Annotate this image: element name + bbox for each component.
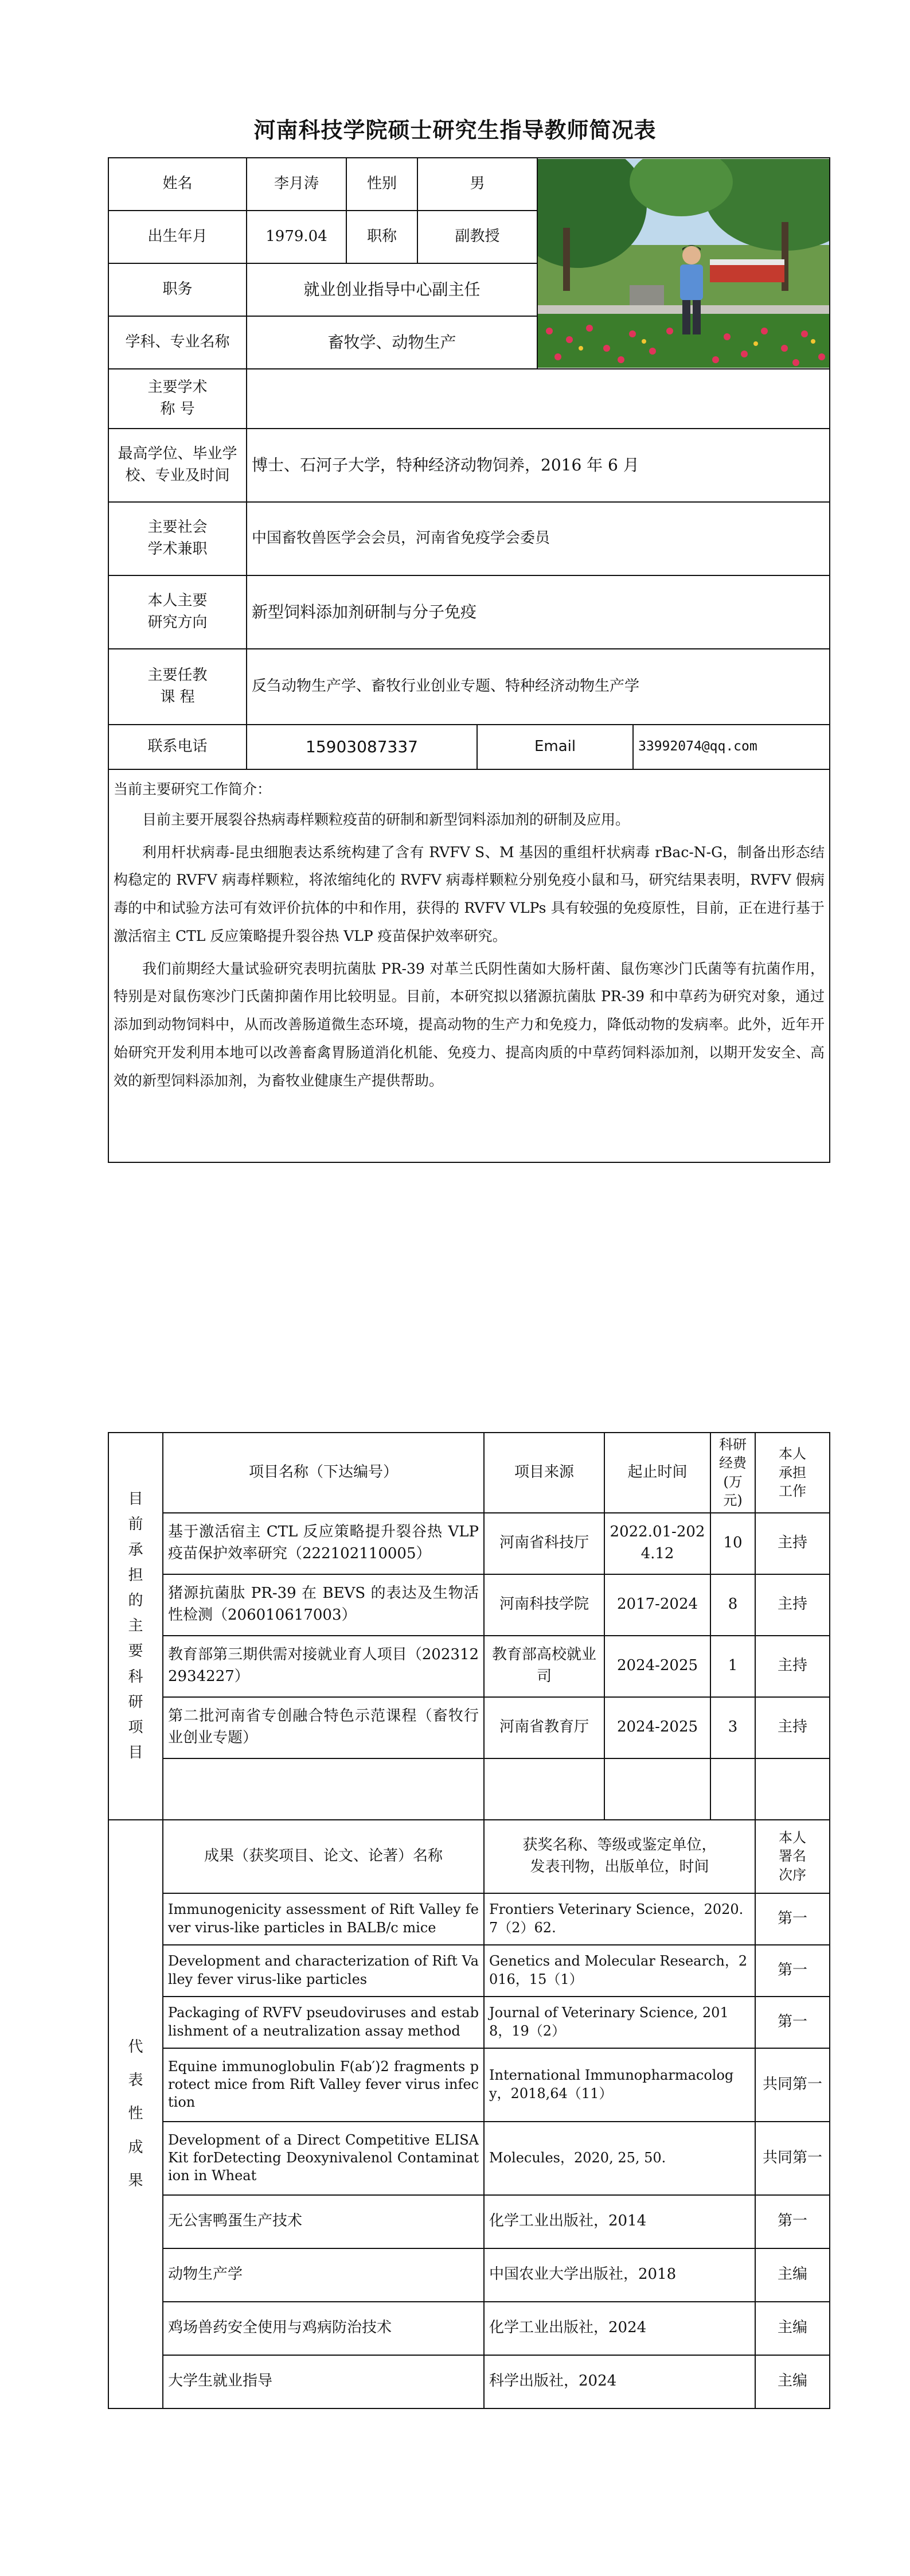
projects-label-char: 的	[128, 1592, 143, 1609]
project-name: 第二批河南省专创融合特色示范课程（畜牧行业创业专题）	[163, 1697, 484, 1758]
projects-header-role	[755, 1433, 830, 1513]
achievements-header-order	[755, 1820, 830, 1893]
project-period: 2017-2024	[604, 1574, 710, 1636]
project-funding: 8	[710, 1574, 755, 1636]
projects-label-char: 要	[128, 1643, 143, 1660]
research-intro	[108, 769, 830, 1162]
projects-header-role-line: 工作	[779, 1482, 807, 1499]
achievement-row	[108, 2302, 830, 2355]
project-name: 基于激活宿主 CTL 反应策略提升裂谷热 VLP 疫苗保护效率研究（222102110005）	[163, 1513, 484, 1574]
achievement-row	[108, 1997, 830, 2048]
achievements-label-char: 果	[128, 2172, 143, 2189]
project-period: 2024-2025	[604, 1697, 710, 1758]
project-name: 猪源抗菌肽 PR-39 在 BEVS 的表达及生物活性检测（206010617003）	[163, 1574, 484, 1636]
academic-title-label-line1: 主要学术	[147, 379, 208, 396]
projects-label-char: 主	[128, 1617, 143, 1635]
email-value: 33992074@qq.com	[633, 725, 830, 769]
project-source: 河南科技学院	[484, 1574, 604, 1636]
achievement-row	[108, 2122, 830, 2195]
position-value: 就业创业指导中心副主任	[247, 263, 537, 316]
project-funding: 1	[710, 1636, 755, 1697]
rank-label: 职称	[346, 211, 417, 263]
project-funding: 3	[710, 1697, 755, 1758]
research-label-line1: 本人主要	[147, 592, 208, 610]
academic-title-value	[247, 369, 830, 429]
achievement-row	[108, 2248, 830, 2302]
achievement-name: 大学生就业指导	[163, 2355, 484, 2408]
achievement-order: 第一	[755, 1997, 830, 2048]
achievements-section-label	[108, 1820, 163, 2408]
phone-value: 15903087337	[247, 725, 477, 769]
phone-label: 联系电话	[108, 725, 247, 769]
courses-label-line1: 主要任教	[147, 667, 208, 684]
project-period: 2022.01-2024.12	[604, 1513, 710, 1574]
academic-title-label-line2: 称 号	[160, 400, 195, 418]
achievement-name: Immunogenicity assessment of Rift Valley fever virus-like particles in BALB/c mice	[163, 1893, 484, 1945]
projects-label-char: 项	[128, 1718, 143, 1736]
research-intro-paragraph: 我们前期经大量试验研究表明抗菌肽 PR-39 对革兰氏阴性菌如大肠杆菌、鼠伤寒沙门氏菌等有抗菌作用，特别是对鼠伤寒沙门氏菌抑菌作用比较明显。目前，本研究拟以猪源抗菌肽 PR-39 和中草药为研究对象，通过添加到动物饲料中，从而改善肠道微生态环境，提高动物的生产力和免疫力，降低动物的发病率。此外，近年开始研究开发利用本地可以改善畜禽胃肠道消化机能、免疫力、提高肉质的中草药饲料添加剂，以期开发安全、高效的新型饲料添加剂，为畜牧业健康生产提供帮助。	[114, 960, 825, 1089]
achievement-order: 第一	[755, 2195, 830, 2248]
position-label: 职务	[108, 263, 247, 316]
project-role: 主持	[755, 1636, 830, 1697]
education-label-line1: 最高学位、毕业学	[118, 445, 237, 463]
project-source: 教育部高校就业司	[484, 1636, 604, 1697]
project-role-empty	[755, 1758, 830, 1820]
project-funding-empty	[710, 1758, 755, 1820]
project-source-empty	[484, 1758, 604, 1820]
achievement-venue: 科学出版社，2024	[484, 2355, 755, 2408]
achievement-order: 共同第一	[755, 2122, 830, 2195]
projects-header-funding	[710, 1433, 755, 1513]
achievements-header-order-line: 本人	[779, 1829, 807, 1846]
research-intro-paragraph: 利用杆状病毒-昆虫细胞表达系统构建了含有 RVFV S、M 基因的重组杆状病毒 rBac-N-G，制备出形态结构稳定的 RVFV 病毒样颗粒，将浓缩纯化的 RVFV 病毒样颗粒分别免疫小鼠和马，研究结果表明，RVFV 假病毒的中和试验方法可有效评价抗体的中和作用，获得的 RVFV VLPs 具有较强的免疫原性，目前，正在进行基于激活宿主 CTL 反应策略提升裂谷热 VLP 疫苗保护效率研究。	[114, 843, 825, 944]
project-name-empty	[163, 1758, 484, 1820]
page-title: 河南科技学院硕士研究生指导教师简况表	[253, 118, 657, 143]
achievement-name: 动物生产学	[163, 2248, 484, 2302]
society-label-line1: 主要社会	[147, 519, 208, 536]
name-value: 李月涛	[247, 158, 346, 211]
achievement-venue: 化学工业出版社，2014	[484, 2195, 755, 2248]
achievement-order: 主编	[755, 2302, 830, 2355]
project-source: 河南省科技厅	[484, 1513, 604, 1574]
achievement-venue: International Immunopharmacology，2018,64（11）	[484, 2048, 755, 2122]
projects-section-label	[108, 1433, 163, 1820]
research-intro-paragraph: 目前主要开展裂谷热病毒样颗粒疫苗的研制和新型饲料添加剂的研制及应用。	[142, 811, 630, 828]
projects-header-role-line: 本人	[779, 1446, 807, 1462]
research-value: 新型饲料添加剂研制与分子免疫	[247, 575, 830, 649]
achievement-row	[108, 2048, 830, 2122]
achievements-header-order-line: 署名	[779, 1848, 807, 1865]
projects-achievements-table	[108, 1432, 830, 2409]
project-source: 河南省教育厅	[484, 1697, 604, 1758]
project-funding: 10	[710, 1513, 755, 1574]
research-intro-heading: 当前主要研究工作简介：	[114, 781, 272, 797]
gender-label: 性别	[346, 158, 417, 211]
discipline-value: 畜牧学、动物生产	[247, 316, 537, 369]
project-role: 主持	[755, 1513, 830, 1574]
projects-header-period: 起止时间	[604, 1433, 710, 1513]
achievements-header-venue	[484, 1820, 755, 1893]
achievement-order: 共同第一	[755, 2048, 830, 2122]
education-label	[108, 429, 247, 502]
project-row	[108, 1513, 830, 1574]
achievement-venue: Frontiers Veterinary Science，2020.7（2）62.	[484, 1893, 755, 1945]
achievements-header-name: 成果（获奖项目、论文、论著）名称	[163, 1820, 484, 1893]
research-label	[108, 575, 247, 649]
project-row	[108, 1697, 830, 1758]
project-row-empty	[108, 1758, 830, 1820]
achievement-name: Development and characterization of Rift Valley fever virus-like particles	[163, 1945, 484, 1997]
projects-label-char: 研	[128, 1693, 143, 1711]
achievement-order: 第一	[755, 1893, 830, 1945]
achievement-venue: Journal of Veterinary Science, 2018，19（2）	[484, 1997, 755, 2048]
project-period: 2024-2025	[604, 1636, 710, 1697]
achievements-header-order-line: 次序	[779, 1866, 807, 1883]
achievement-row	[108, 2195, 830, 2248]
achievements-header-venue-line: 获奖名称、等级或鉴定单位，	[522, 1836, 717, 1854]
achievement-name: 无公害鸭蛋生产技术	[163, 2195, 484, 2248]
birth-value: 1979.04	[247, 211, 346, 263]
research-label-line2: 研究方向	[147, 614, 208, 631]
projects-label-char: 前	[128, 1516, 143, 1534]
projects-header-source: 项目来源	[484, 1433, 604, 1513]
project-role: 主持	[755, 1574, 830, 1636]
courses-label	[108, 649, 247, 725]
courses-label-line2: 课 程	[160, 688, 195, 706]
projects-header-funding-line: (万元)	[723, 1473, 743, 1509]
project-role: 主持	[755, 1697, 830, 1758]
achievement-row	[108, 1945, 830, 1997]
achievements-label-char: 性	[128, 2105, 143, 2123]
achievement-venue: Molecules，2020, 25, 50.	[484, 2122, 755, 2195]
education-value: 博士、石河子大学，特种经济动物饲养，2016 年 6 月	[247, 429, 830, 502]
society-label	[108, 502, 247, 575]
email-label: Email	[477, 725, 633, 769]
projects-header-funding-line: 科研	[719, 1437, 747, 1453]
projects-label-char: 担	[128, 1566, 143, 1584]
achievements-label-char: 代	[128, 2038, 143, 2056]
projects-label-char: 目	[128, 1491, 143, 1508]
achievements-label-char: 表	[128, 2072, 143, 2089]
project-row	[108, 1636, 830, 1697]
projects-label-char: 承	[128, 1541, 143, 1559]
achievement-name: Development of a Direct Competitive ELISA Kit forDetecting Deoxynivalenol Contamination in Wheat	[163, 2122, 484, 2195]
projects-label-char: 科	[128, 1668, 143, 1686]
birth-label: 出生年月	[108, 211, 247, 263]
achievement-venue: 化学工业出版社，2024	[484, 2302, 755, 2355]
portrait-photo	[537, 158, 830, 369]
society-value: 中国畜牧兽医学会会员，河南省免疫学会委员	[247, 502, 830, 575]
project-row	[108, 1574, 830, 1636]
achievements-label-char: 成	[128, 2138, 143, 2156]
achievements-header-venue-line: 发表刊物，出版单位，时间	[530, 1858, 709, 1875]
achievement-order: 主编	[755, 2355, 830, 2408]
projects-header-funding-line: 经费	[719, 1455, 747, 1472]
projects-header-role-line: 承担	[779, 1464, 807, 1481]
society-label-line2: 学术兼职	[147, 540, 208, 558]
achievement-venue: Genetics and Molecular Research，2016，15（1）	[484, 1945, 755, 1997]
rank-value: 副教授	[417, 211, 537, 263]
projects-header-name: 项目名称（下达编号）	[163, 1433, 484, 1513]
achievement-row	[108, 2355, 830, 2408]
academic-title-label	[108, 369, 247, 429]
courses-value: 反刍动物生产学、畜牧行业创业专题、特种经济动物生产学	[247, 649, 830, 725]
projects-label-char: 目	[128, 1744, 143, 1762]
name-label: 姓名	[108, 158, 247, 211]
achievement-order: 第一	[755, 1945, 830, 1997]
project-period-empty	[604, 1758, 710, 1820]
achievement-venue: 中国农业大学出版社，2018	[484, 2248, 755, 2302]
achievement-name: 鸡场兽药安全使用与鸡病防治技术	[163, 2302, 484, 2355]
project-name: 教育部第三期供需对接就业育人项目（2023122934227）	[163, 1636, 484, 1697]
discipline-label: 学科、专业名称	[108, 316, 247, 369]
achievement-name: Equine immunoglobulin F(ab′)2 fragments protect mice from Rift Valley fever virus infection	[163, 2048, 484, 2122]
gender-value: 男	[417, 158, 537, 211]
achievement-row	[108, 1893, 830, 1945]
achievement-name: Packaging of RVFV pseudoviruses and establishment of a neutralization assay method	[163, 1997, 484, 2048]
achievement-order: 主编	[755, 2248, 830, 2302]
profile-table	[108, 157, 830, 1163]
education-label-line2: 校、专业及时间	[125, 467, 230, 484]
